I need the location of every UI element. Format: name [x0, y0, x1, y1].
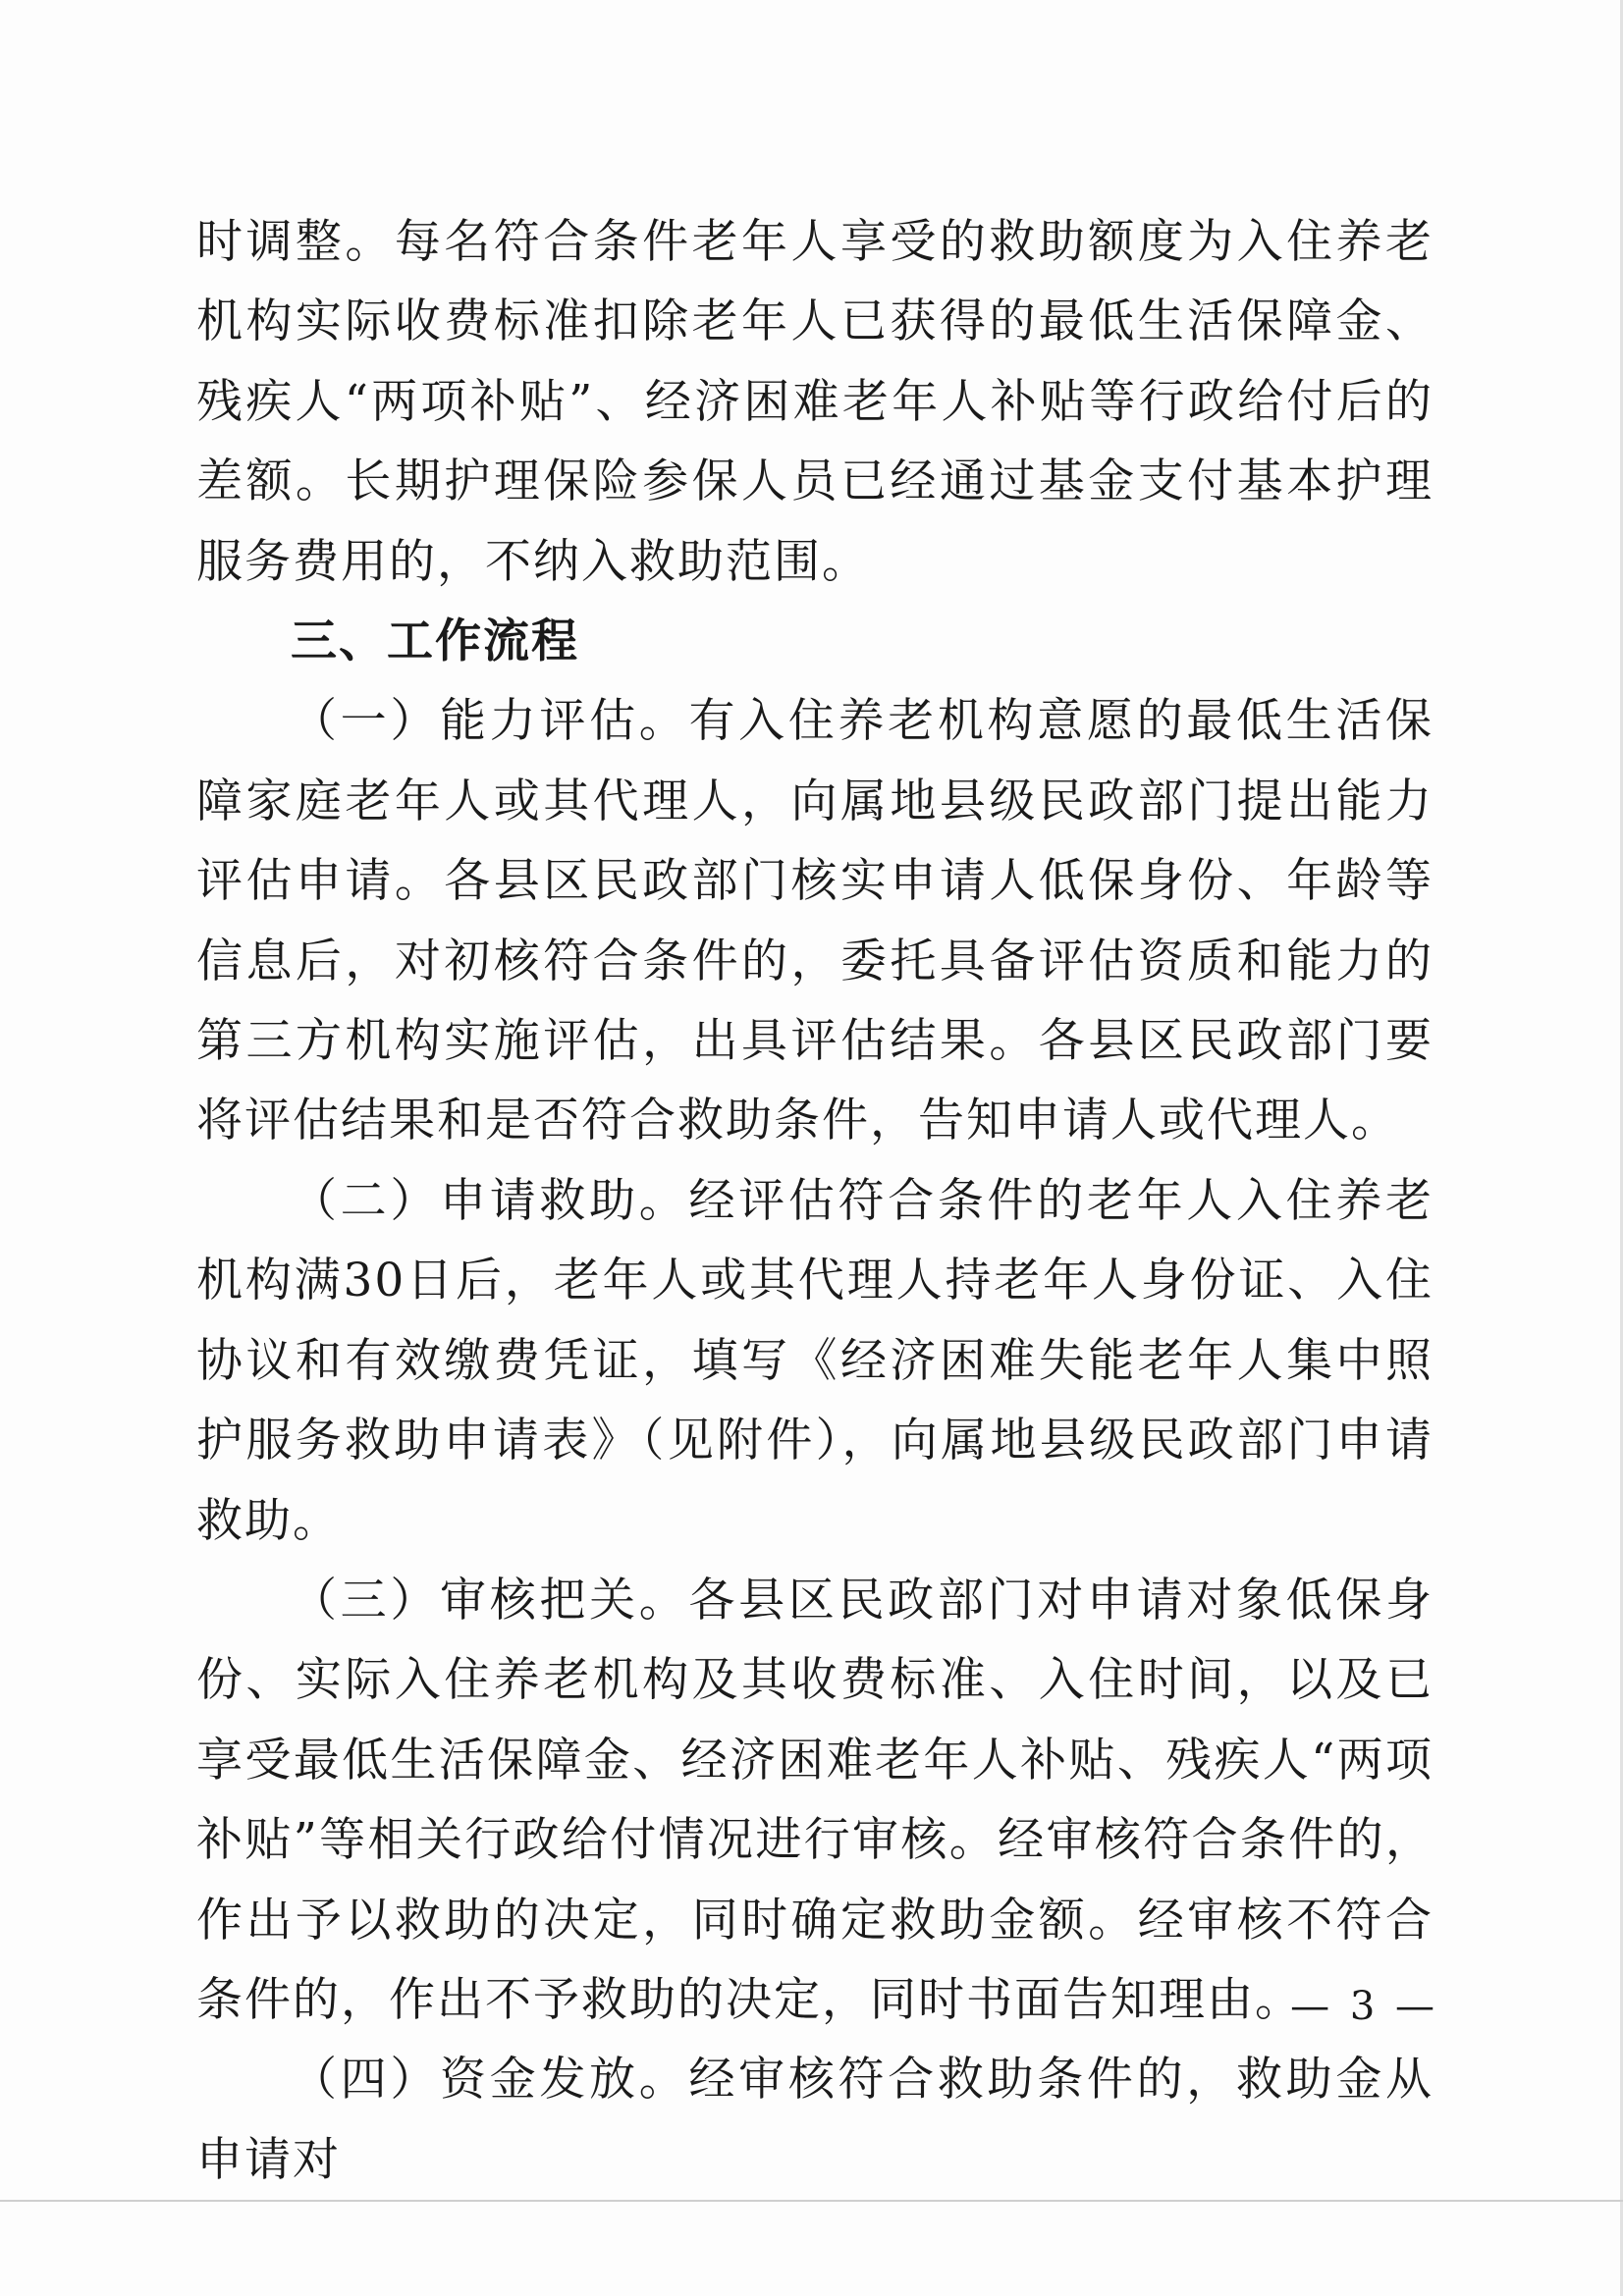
paragraph-apply-assistance: （二）申请救助。经评估符合条件的老年人入住养老机构满30日后，老年人或其代理人持老年人身份证、入住协议和有效缴费凭证，填写《经济困难失能老年人集中照护服务救助申请表》（见附件），向属地县级民政部门申请救助。: [196, 1173, 1434, 1548]
paragraph-capability-assessment: （一）能力评估。有入住养老机构意愿的最低生活保障家庭老年人或其代理人，向属地县级民政部门提出能力评估申请。各县区民政部门核实申请人低保身份、年龄等信息后，对初核符合条件的，委托具备评估资质和能力的第三方机构实施评估，出具评估结果。各县区民政部门要将评估结果和是否符合救助条件，告知申请人或代理人。: [196, 694, 1434, 1148]
page-edge-bottom: [0, 2200, 1623, 2202]
section-heading-workflow: 三、工作流程: [291, 614, 579, 669]
paragraph-review: （三）审核把关。各县区民政部门对申请对象低保身份、实际入住养老机构及其收费标准、入住时间，以及已享受最低生活保障金、经济困难老年人补贴、残疾人“两项补贴”等相关行政给付情况进行审核。经审核符合条件的，作出予以救助的决定，同时确定救助金额。经审核不符合条件的，作出不予救助的决定，同时书面告知理由。: [196, 1573, 1434, 2027]
page-number: — 3 —: [1290, 1984, 1438, 2029]
paragraph-continuation: 时调整。每名符合条件老年人享受的救助额度为入住养老机构实际收费标准扣除老年人已获得的最低生活保障金、残疾人“两项补贴”、经济困难老年人补贴等行政给付后的差额。长期护理保险参保人员已经通过基金支付基本护理服务费用的，不纳入救助范围。: [196, 215, 1434, 589]
paragraph-fund-disbursement: （四）资金发放。经审核符合救助条件的，救助金从申请对: [196, 2053, 1434, 2187]
document-body: [196, 202, 1434, 2200]
